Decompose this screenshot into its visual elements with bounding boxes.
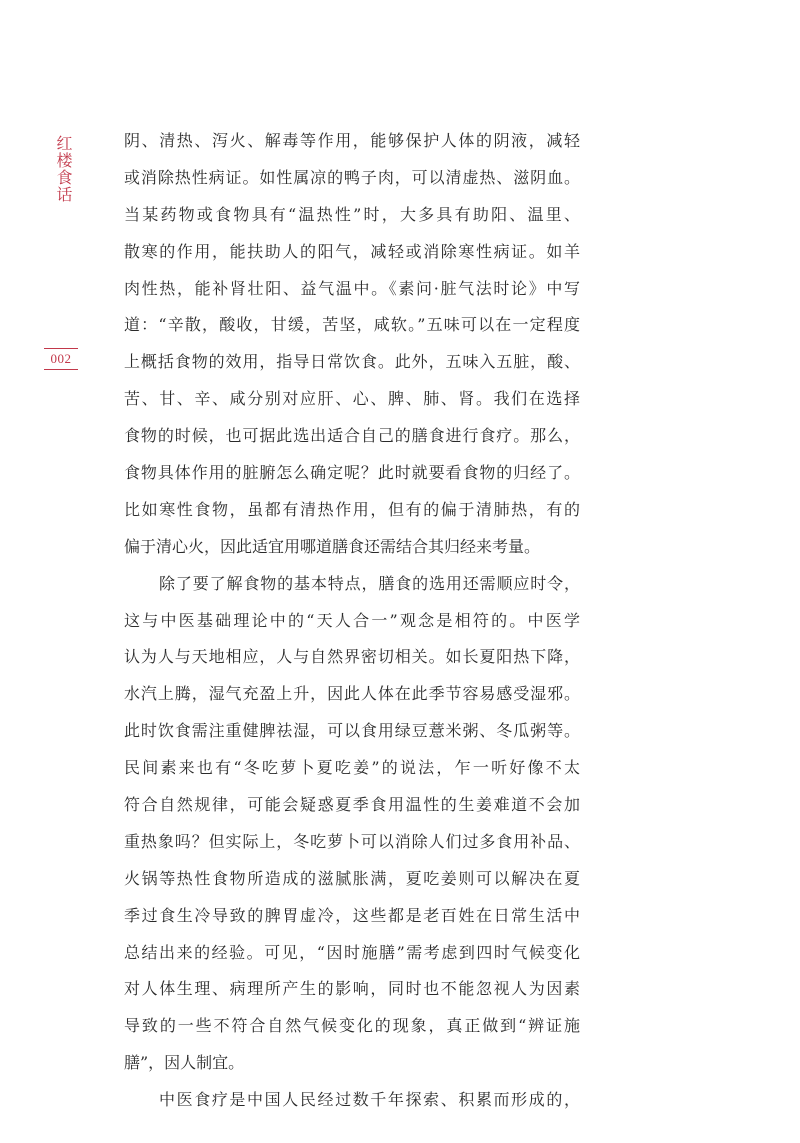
- text-line: 对人体生理、病理所产生的影响，同时也不能忽视人为因素: [124, 979, 580, 999]
- text-line: 阴、清热、泻火、解毒等作用，能够保护人体的阴液，减轻: [124, 131, 580, 150]
- text-line: 或消除热性病证。如性属凉的鸭子肉，可以清虚热、滋阴血。: [124, 167, 580, 187]
- paragraph-2: [124, 571, 580, 1087]
- text-line: 散寒的作用，能扶助人的阳气，减轻或消除寒性病证。如羊: [124, 241, 580, 261]
- text-line: 重热象吗？但实际上，冬吃萝卜可以消除人们过多食用补品、: [124, 831, 580, 851]
- text-line: 民间素来也有“冬吃萝卜夏吃姜”的说法，乍一听好像不太: [124, 758, 580, 778]
- body-text: [124, 128, 580, 1124]
- text-line: 苦、甘、辛、咸分别对应肝、心、脾、肺、肾。我们在选择: [124, 389, 580, 409]
- text-line: 食物的时候，也可据此选出适合自己的膳食进行食疗。那么，: [124, 426, 580, 446]
- page-number: 002: [50, 351, 72, 366]
- text-line: 道：“辛散，酸收，甘缓，苦坚，咸软。”五味可以在一定程度: [124, 315, 580, 335]
- paragraph-1: [124, 128, 580, 571]
- book-title: 红楼食话: [54, 135, 73, 203]
- text-line: 季过食生冷导致的脾胃虚冷，这些都是老百姓在日常生活中: [124, 905, 580, 925]
- text-line: 当某药物或食物具有“温热性”时，大多具有助阳、温里、: [124, 204, 580, 224]
- text-line: 符合自然规律，可能会疑惑夏季食用温性的生姜难道不会加: [124, 795, 580, 815]
- text-line: 中医食疗是中国人民经过数千年探索、积累而形成的，: [159, 1090, 580, 1110]
- page-number-block: [44, 348, 78, 370]
- text-line: 膳”，因人制宜。: [124, 1053, 245, 1073]
- text-line: 比如寒性食物，虽都有清热作用，但有的偏于清肺热，有的: [124, 499, 580, 519]
- text-line: 偏于清心火，因此适宜用哪道膳食还需结合其归经来考量。: [124, 536, 541, 556]
- paragraph-3: [124, 1087, 580, 1124]
- page-number-rule-bottom: [44, 369, 78, 370]
- text-line: 肉性热，能补肾壮阳、益气温中。《素问·脏气法时论》中写: [124, 278, 580, 298]
- text-line: 这与中医基础理论中的“天人合一”观念是相符的。中医学: [124, 610, 580, 630]
- text-line: 认为人与天地相应，人与自然界密切相关。如长夏阳热下降，: [124, 647, 580, 667]
- text-line: 除了要了解食物的基本特点，膳食的选用还需顺应时令，: [159, 573, 580, 593]
- text-line: 上概括食物的效用，指导日常饮食。此外，五味入五脏，酸、: [124, 352, 580, 372]
- text-line: 总结出来的经验。可见，“因时施膳”需考虑到四时气候变化: [124, 942, 580, 962]
- text-line: 导致的一些不符合自然气候变化的现象，真正做到“辨证施: [124, 1016, 580, 1036]
- text-line: 此时饮食需注重健脾祛湿，可以食用绿豆薏米粥、冬瓜粥等。: [124, 721, 580, 741]
- text-line: 食物具体作用的脏腑怎么确定呢？此时就要看食物的归经了。: [124, 463, 580, 483]
- text-line: 水汽上腾，湿气充盈上升，因此人体在此季节容易感受湿邪。: [124, 684, 580, 704]
- text-line: 火锅等热性食物所造成的滋腻胀满，夏吃姜则可以解决在夏: [124, 868, 580, 888]
